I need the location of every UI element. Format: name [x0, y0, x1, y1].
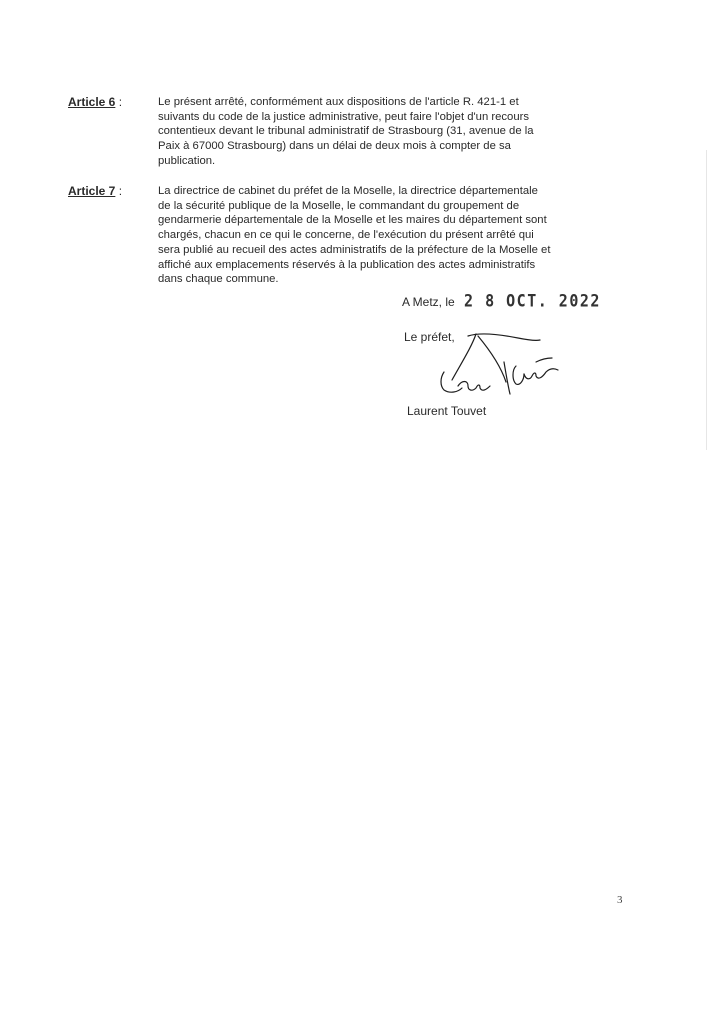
article-label-separator: :	[115, 184, 123, 198]
date-stamp: 2 8 OCT. 2022	[464, 290, 601, 312]
signer-name: Laurent Touvet	[407, 404, 487, 418]
article-body	[158, 95, 646, 169]
article-line: La directrice de cabinet du préfet de la Moselle, la directrice départementale	[158, 185, 538, 197]
place-prefix: A Metz, le	[402, 295, 455, 309]
handwritten-signature	[428, 322, 568, 404]
article-line: Paix à 67000 Strasbourg) dans un délai de deux mois à compter de sa	[158, 140, 511, 153]
article-line: suivants du code de la justice administrative, peut faire l'objet d'un recours	[158, 110, 530, 123]
article-label	[68, 184, 156, 199]
article-line: dans chaque commune.	[158, 273, 279, 286]
article-line: de la sécurité publique de la Moselle, le commandant du groupement de	[158, 199, 520, 212]
article-label-text: Article 6	[68, 95, 116, 109]
article-body	[158, 184, 646, 287]
page-number: 3	[617, 894, 623, 906]
article-line: publication.	[158, 154, 216, 167]
signatory-role: Le préfet,	[404, 330, 455, 344]
article-line: Le présent arrêté, conformément aux dispositions de l'article R. 421-1 et	[158, 96, 519, 108]
place-and-date	[402, 290, 601, 312]
article-line: contentieux devant le tribunal administratif de Strasbourg (31, avenue de la	[158, 125, 534, 138]
article-line: chargés, chacun en ce qui le concerne, de l'exécution du présent arrêté qui	[158, 229, 534, 242]
scan-edge-line	[706, 150, 707, 450]
article-line: gendarmerie départementale de la Moselle et les maires du département sont	[158, 214, 547, 227]
article-label-text: Article 7	[68, 184, 116, 198]
article-line: affiché aux emplacements réservés à la publication des actes administratifs	[158, 258, 536, 271]
article-label	[68, 95, 156, 110]
article-label-separator: :	[115, 95, 123, 109]
article-line: sera publié au recueil des actes administratifs de la préfecture de la Moselle et	[158, 243, 551, 256]
